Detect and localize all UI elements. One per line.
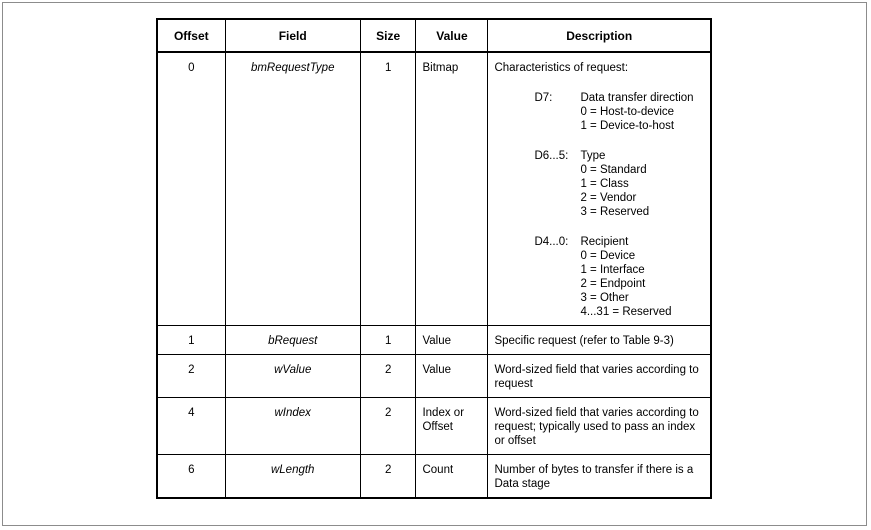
bit-line: 0 = Host-to-device [580, 106, 675, 118]
bit-label: D7: [534, 92, 553, 104]
bit-line: 3 = Reserved [580, 206, 650, 218]
cell-value: Count [416, 455, 488, 499]
description-text: Characteristics of request: [494, 62, 629, 74]
table-row [157, 455, 711, 499]
table-row [157, 355, 711, 398]
cell-offset: 1 [157, 326, 225, 355]
bit-group-d6-5 [534, 149, 704, 219]
cell-field: wIndex [225, 398, 360, 455]
bit-line: Data transfer direction [580, 92, 694, 104]
cell-description: Specific request (refer to Table 9-3) [488, 326, 711, 355]
bit-line: Recipient [580, 236, 629, 248]
cell-size: 2 [360, 398, 416, 455]
bit-line: 2 = Vendor [580, 192, 637, 204]
bit-line: Type [580, 150, 606, 162]
table-row [157, 52, 711, 326]
bit-group-d7 [534, 91, 704, 133]
cell-size: 2 [360, 355, 416, 398]
bit-line: 0 = Standard [580, 164, 647, 176]
header-description: Description [488, 19, 711, 52]
header-field: Field [225, 19, 360, 52]
bit-line: 3 = Other [580, 292, 629, 304]
header-offset: Offset [157, 19, 225, 52]
bit-label: D4...0: [534, 236, 569, 248]
cell-description: Word-sized field that varies according to request [488, 355, 711, 398]
bit-line: 1 = Class [580, 178, 629, 190]
table-row [157, 398, 711, 455]
cell-field: bRequest [225, 326, 360, 355]
cell-offset: 4 [157, 398, 225, 455]
cell-value: Value [416, 355, 488, 398]
cell-offset: 6 [157, 455, 225, 499]
cell-field: bmRequestType [225, 52, 360, 326]
cell-offset: 0 [157, 52, 225, 326]
cell-value: Index or Offset [416, 398, 488, 455]
bit-line: 1 = Interface [580, 264, 645, 276]
bit-line: 0 = Device [580, 250, 636, 262]
cell-value: Bitmap [416, 52, 488, 326]
bit-line: 1 = Device-to-host [580, 120, 675, 132]
header-value: Value [416, 19, 488, 52]
cell-value: Value [416, 326, 488, 355]
bit-label: D6...5: [534, 150, 569, 162]
header-size: Size [360, 19, 416, 52]
table-row [157, 326, 711, 355]
bit-line: 2 = Endpoint [580, 278, 646, 290]
cell-size: 1 [360, 326, 416, 355]
cell-offset: 2 [157, 355, 225, 398]
cell-size: 1 [360, 52, 416, 326]
bitmap-definition [494, 91, 704, 319]
cell-field: wLength [225, 455, 360, 499]
cell-field: wValue [225, 355, 360, 398]
cell-description: Word-sized field that varies according to request; typically used to pass an index or offset [488, 398, 711, 455]
bit-line: 4...31 = Reserved [580, 306, 672, 318]
header-row [157, 19, 711, 52]
cell-size: 2 [360, 455, 416, 499]
setup-packet-table [156, 18, 712, 499]
bit-group-d4-0 [534, 235, 704, 319]
cell-description: Number of bytes to transfer if there is a Data stage [494, 464, 694, 490]
cell-description [488, 52, 711, 326]
